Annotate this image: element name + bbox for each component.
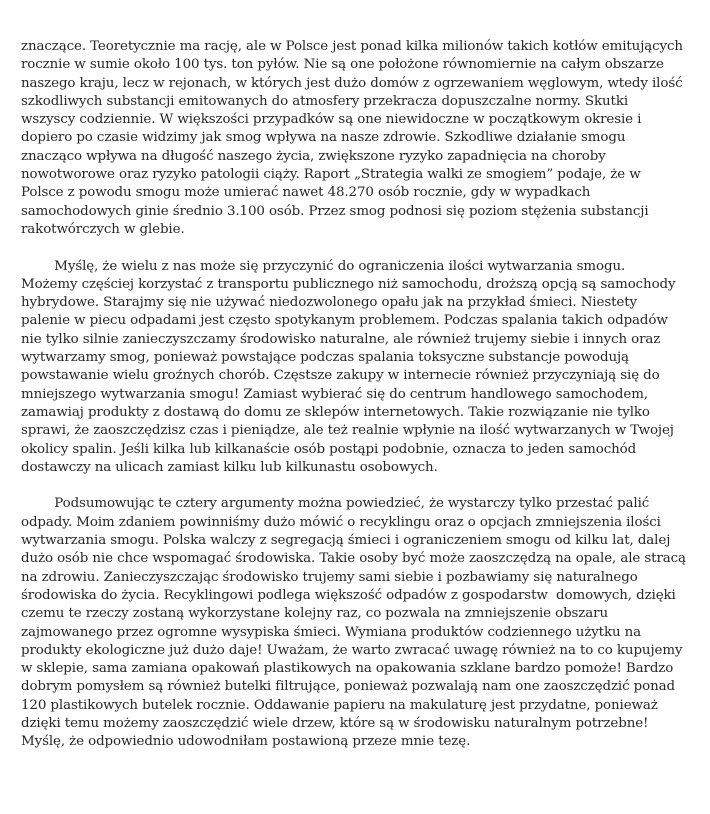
text-line: sprawi, że zaoszczędzisz czas i pieniądze, ale też realnie wpłynie na ilość wytwarzanych w Twojej [21, 423, 674, 439]
text-line: dostawczy na ulicach zamiast kilku lub kilkunastu osobowych. [21, 459, 438, 475]
text-line: znaczące. Teoretycznie ma rację, ale w Polsce jest ponad kilka milionów takich kotłów emitujących [21, 39, 683, 54]
text-line: znacząco wpływa na długość naszego życia, zwiększone ryzyko zapadnięcia na choroby [21, 148, 606, 164]
paragraph-1 [21, 38, 693, 239]
text-line: zajmowanego przez ogromne wysypiska śmieci. Wymiana produktów codziennego użytku na [21, 624, 642, 640]
text-line: czemu te rzeczy zostaną wykorzystane kolejny raz, co pozwala na zmniejszenie obszaru [21, 606, 608, 622]
text-line: wytwarzania smogu. Polska walczy z segregacją śmieci i ograniczeniem smogu od kilku lat, dalej [21, 533, 671, 549]
text-line: rocznie w sumie około 100 tys. ton pyłów. Nie są one położone równomiernie na całym obszarze [21, 57, 664, 73]
text-line: dużo osób nie chce wspomagać środowiska. Takie osoby być może zaoszczędzą na opale, ale stracą [21, 551, 686, 567]
text-line: samochodowych ginie średnio 3.100 osób. Przez smog podnosi się poziom stężenia substancji [21, 203, 649, 219]
text-line: naszego kraju, lecz w rejonach, w których jest dużo domów z ogrzewaniem węglowym, wtedy ilość [21, 75, 683, 91]
text-line: Podsumowując te cztery argumenty można powiedzieć, że wystarczy tylko przestać palić [21, 496, 650, 512]
text-line: wytwarzamy smog, ponieważ powstające podczas spalania toksyczne substancje powodują [21, 350, 629, 366]
paragraph-3 [21, 495, 693, 751]
text-line: nowotworowe oraz ryzyko patologii ciąży. Raport „Strategia walki ze smogiem” podaje, że w [21, 167, 641, 183]
text-line: Polsce z powodu smogu może umierać nawet 48.270 osób rocznie, gdy w wypadkach [21, 185, 591, 201]
text-line: Możemy częściej korzystać z transportu publicznego niż samochodu, droższą opcją są samochody [21, 276, 676, 292]
document-page [21, 38, 693, 770]
text-line: okolicy spalin. Jeśli kilka lub kilkanaście osób postąpi podobnie, oznacza to jeden samochód [21, 441, 637, 457]
text-line: rakotwórczych w glebie. [21, 221, 185, 237]
text-line: hybrydowe. Starajmy się nie używać niedozwolonego opału jak na przykład śmieci. Niestety [21, 295, 637, 311]
text-line: odpady. Moim zdaniem powinniśmy dużo mówić o recyklingu oraz o opcjach zmniejszenia ilości [21, 514, 661, 530]
text-line: dopiero po czasie widzimy jak smog wpływa na nasze zdrowie. Szkodliwe działanie smogu [21, 130, 626, 146]
text-line: mniejszego wytwarzania smogu! Zamiast wybierać się do centrum handlowego samochodem, [21, 386, 648, 402]
text-line: zamawiaj produkty z dostawą do domu ze sklepów internetowych. Takie rozwiązanie nie tylko [21, 404, 650, 420]
text-line: nie tylko silnie zanieczyszczamy środowisko naturalne, ale również trujemy siebie i innych oraz [21, 331, 661, 347]
text-line: palenie w piecu odpadami jest często spotykanym problemem. Podczas spalania takich odpadów [21, 313, 668, 329]
text-line: dzięki temu możemy zaoszczędzić wiele drzew, które są w środowisku naturalnym potrzebne! [21, 715, 649, 731]
text-line: szkodliwych substancji emitowanych do atmosfery przekracza dopuszczalne normy. Skutki [21, 93, 629, 109]
text-line: powstawanie wielu groźnych chorób. Częstsze zakupy w internecie również przyczyniają się do [21, 368, 660, 384]
text-line: w sklepie, sama zamiana opakowań plastikowych na opakowania szklane bardzo pomoże! Bardzo [21, 661, 674, 677]
text-line: środowiska do życia. Recyklingowi podlega większość odpadów z gospodarstw domowych, dzięki [21, 587, 676, 603]
text-line: 120 plastikowych butelek rocznie. Oddawanie papieru na makulaturę jest przydatne, ponieważ [21, 697, 658, 713]
paragraph-2 [21, 258, 693, 478]
text-line: na zdrowiu. Zanieczyszczając środowisko trujemy sami siebie i pozbawiamy się naturalnego [21, 569, 638, 585]
text-line: produkty ekologiczne już dużo daje! Uważam, że warto zwracać uwagę również na to co kupujemy [21, 642, 683, 658]
text-line: wszyscy codziennie. W większości przypadków są one niewidoczne w początkowym okresie i [21, 112, 642, 128]
text-line: Myślę, że wielu z nas może się przyczynić do ograniczenia ilości wytwarzania smogu. [21, 258, 626, 274]
text-line: dobrym pomysłem są również butelki filtrujące, ponieważ pozwalają nam one zaoszczędzić ponad [21, 679, 675, 695]
text-line: Myślę, że odpowiednio udowodniłam postawioną przeze mnie tezę. [21, 734, 471, 750]
